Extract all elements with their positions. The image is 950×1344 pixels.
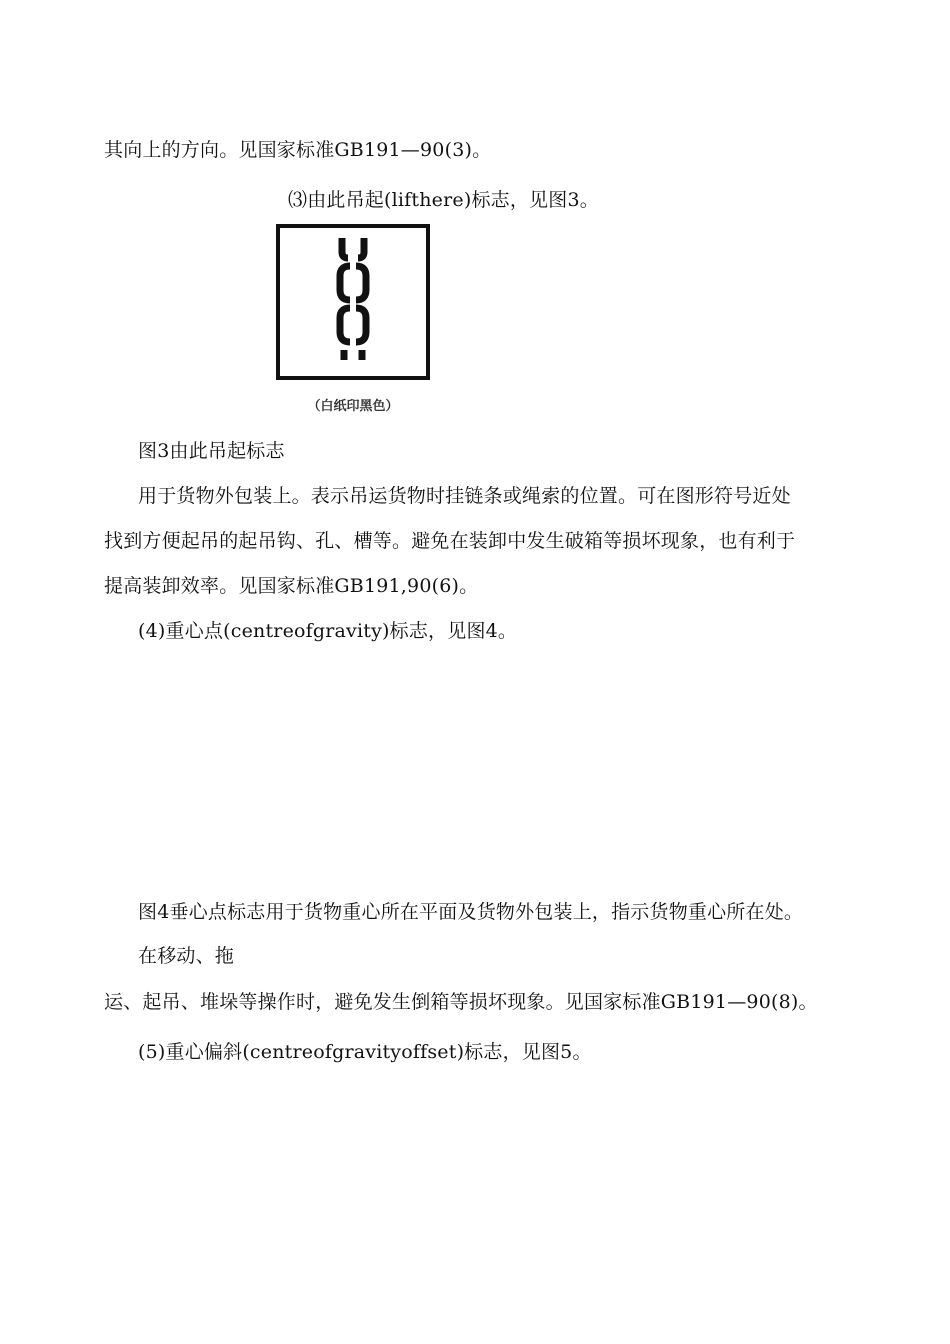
figure-3-lift-here-symbol [274, 222, 434, 422]
text-line: 在移动、拖 [138, 945, 235, 967]
section-heading-centre-of-gravity-offset: (5)重心偏斜(centreofgravityoffset)标志，见图5。 [138, 1041, 592, 1063]
lift-here-symbol [274, 222, 434, 422]
text-line: 找到方便起吊的起吊钩、孔、槽等。避免在装卸中发生破箱等损坏现象，也有利于 [104, 530, 796, 552]
symbol-frame [278, 226, 428, 378]
text-line: 运、起吊、堆垛等操作时，避免发生倒箱等损坏现象。见国家标准GB191—90(8)。 [104, 991, 818, 1013]
text-line: 提高装卸效率。见国家标准GB191,90(6)。 [104, 575, 479, 597]
figure-3-caption: 图3由此吊起标志 [138, 440, 285, 462]
figure-4-caption-text: 图4垂心点标志用于货物重心所在平面及货物外包装上，指示货物重心所在处。 [138, 901, 804, 923]
section-heading-centre-of-gravity: (4)重心点(centreofgravity)标志，见图4。 [138, 620, 518, 642]
text-line: 用于货物外包装上。表示吊运货物时挂链条或绳索的位置。可在图形符号近处 [138, 485, 791, 507]
figure-3-caption-note: （白纸印黑色） [307, 399, 399, 414]
text-line: 其向上的方向。见国家标准GB191—90(3)。 [104, 139, 492, 161]
section-heading-lift-here: ⑶由此吊起(lifthere)标志，见图3。 [288, 189, 599, 211]
